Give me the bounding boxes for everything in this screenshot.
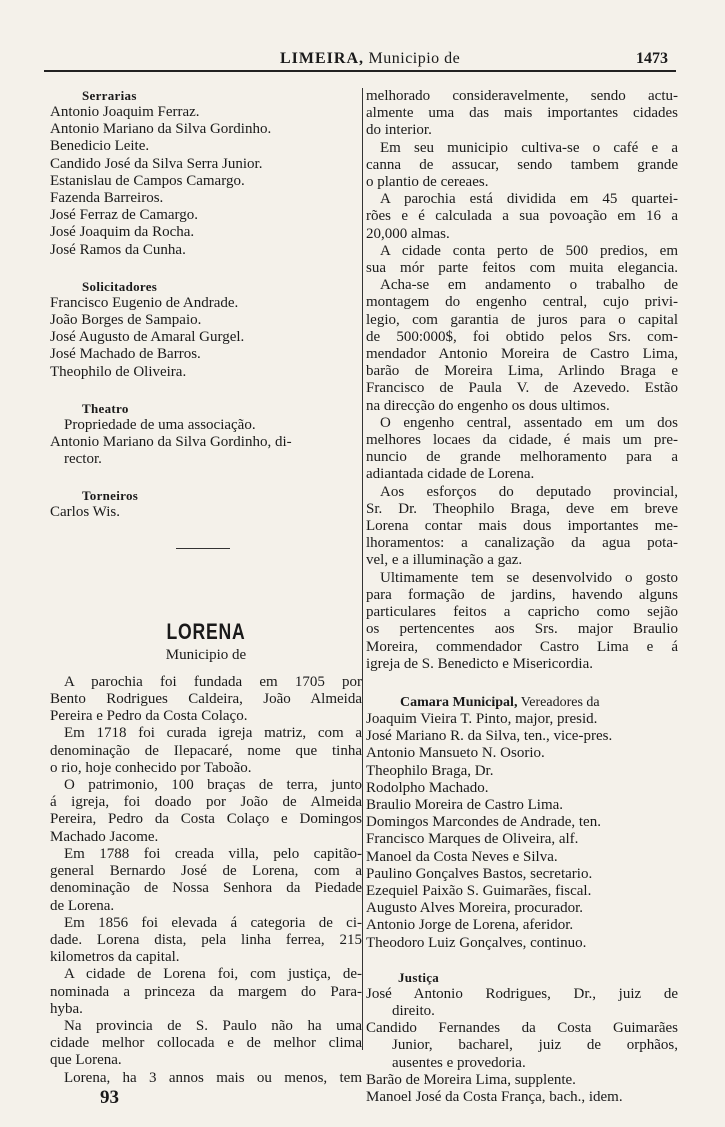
- list-item: Antonio Mansueto N. Osorio.: [366, 745, 545, 762]
- text-line: dade. Lorena dista, pela linha ferrea, 215: [50, 931, 362, 948]
- text-line: Pereira, Pedro da Costa Colaço e Domingos: [50, 811, 362, 828]
- text-line: de Lorena.: [50, 897, 115, 914]
- text-line: Aos esforços do deputado provincial,: [380, 483, 678, 500]
- text-line: igreja de S. Benedicto e Misericordia.: [366, 655, 594, 672]
- theatro-heading: Theatro: [82, 400, 129, 416]
- list-item: Fazenda Barreiros.: [50, 190, 164, 207]
- list-item: Antonio Mariano da Silva Gordinho.: [50, 121, 272, 138]
- text-line: o rio, hoje conhecido por Taboão.: [50, 759, 252, 776]
- list-item: Estanislau de Campos Camargo.: [50, 172, 245, 189]
- header-rule: [44, 70, 676, 72]
- list-item: Theodoro Luiz Gonçalves, continuo.: [366, 934, 587, 951]
- list-item: Candido Fernandes da Costa Guimarães: [366, 1020, 678, 1037]
- text-line: Bento Rodrigues Caldeira, João Almeida: [50, 691, 362, 708]
- list-item: Rodolpho Machado.: [366, 779, 489, 796]
- text-line: A parochia foi fundada em 1705 por: [64, 673, 362, 690]
- header-subtitle: Municipio de: [368, 50, 461, 67]
- list-item: Theophilo de Oliveira.: [50, 363, 187, 380]
- footer-page-number: 93: [100, 1086, 119, 1108]
- list-item: Antonio Joaquim Ferraz.: [50, 104, 200, 120]
- list-item: Carlos Wis.: [50, 504, 120, 521]
- list-item: Francisco Marques de Oliveira, alf.: [366, 831, 579, 848]
- text-line: montagem do engenho central, cujo privi-: [366, 294, 678, 311]
- text-line: nuncio de grande melhoramento para a: [366, 449, 678, 466]
- list-item: Junior, bacharel, juiz de orphãos,: [392, 1037, 678, 1054]
- lorena-text: [50, 674, 362, 1087]
- text-line: Francisco de Paula V. de Azevedo. Estão: [366, 380, 678, 397]
- camara-heading-rest: Vereadores da: [520, 694, 600, 710]
- column-divider: [362, 88, 363, 1050]
- text-line: general Bernardo José de Lorena, com a: [50, 863, 362, 880]
- list-item: Ezequiel Paixão S. Guimarães, fiscal.: [366, 882, 592, 899]
- justica-heading: Justiça: [398, 969, 440, 985]
- text-line: Em 1718 foi curada igreja matriz, com a: [64, 725, 362, 742]
- text-line: de 500:000$, foi obtido pelos Srs. com-: [366, 328, 678, 345]
- text-line: melhorado consideravelmente, sendo actu-: [366, 88, 678, 104]
- text-line: A cidade de Lorena foi, com justiça, de-: [64, 966, 362, 983]
- page-header: [44, 50, 674, 72]
- text-line: Acha-se em andamento o trabalho de: [380, 277, 678, 294]
- text-line: denominação de Ilepacaré, nome que tinha: [50, 742, 362, 759]
- text-line: O patrimonio, 100 braças de terra, junto: [64, 777, 362, 794]
- header-city: LIMEIRA,: [280, 50, 365, 67]
- list-item: José Ramos da Cunha.: [50, 241, 186, 258]
- text-line: Machado Jacome.: [50, 828, 159, 845]
- list-item: direito.: [392, 1002, 435, 1019]
- text-line: do interior.: [366, 122, 432, 139]
- list-item: Joaquim Vieira T. Pinto, major, presid.: [366, 710, 598, 727]
- text-line: 20,000 almas.: [366, 225, 450, 242]
- list-item: José Machado de Barros.: [50, 346, 201, 363]
- text-line: Em 1788 foi creada villa, pelo capitão-: [64, 845, 362, 862]
- text-line: Moreira, commendador Castro Lima e á: [366, 638, 678, 655]
- text-line: nominada a princeza da margem do Para-: [50, 983, 362, 1000]
- text-line: Na provincia de S. Paulo não ha uma: [64, 1017, 362, 1034]
- solicitadores-heading: Solicitadores: [82, 278, 158, 294]
- camara-heading-bold: Camara Municipal,: [400, 694, 518, 710]
- text-line: almente uma das mais importantes cidades: [366, 105, 678, 122]
- torneiros-heading: Torneiros: [82, 488, 139, 504]
- right-column: [366, 88, 678, 1106]
- text-line: Lorena contar mais dous importantes me-: [366, 518, 678, 535]
- left-column: [50, 88, 362, 1109]
- header-title: [280, 50, 460, 68]
- list-item: Domingos Marcondes de Andrade, ten.: [366, 814, 601, 831]
- text-line: Em 1856 foi elevada á categoria de ci-: [64, 914, 362, 931]
- text-line: canna de assucar, sendo tambem grande: [366, 156, 678, 173]
- list-item: Benedicio Leite.: [50, 138, 150, 155]
- list-item: João Borges de Sampaio.: [50, 312, 202, 329]
- text-line: cidade melhor collocada e de melhor clima: [50, 1035, 362, 1052]
- text-line: melhores locaes da cidade, é mais um pre-: [366, 432, 678, 449]
- solicitadores-list: [50, 295, 362, 381]
- text-line: para formação de jardins, havendo alguns: [366, 586, 678, 603]
- text-line: kilometros da capital.: [50, 949, 180, 966]
- list-item: Antonio Jorge de Lorena, aferidor.: [366, 917, 574, 934]
- list-item: José Mariano R. da Silva, ten., vice-pres.: [366, 728, 613, 745]
- text-line: A parochia está dividida em 45 quartei-: [380, 191, 678, 208]
- list-item: José Ferraz de Camargo.: [50, 207, 199, 224]
- serrarias-heading: Serrarias: [82, 88, 137, 103]
- list-item: Manoel José da Costa França, bach., idem.: [366, 1088, 623, 1105]
- text-line: Pereira e Pedro da Costa Colaço.: [50, 708, 248, 725]
- text-line: Ultimamente tem se desenvolvido o gosto: [380, 569, 678, 586]
- text-line: particulares feitos a capricho como sejão: [366, 604, 678, 621]
- list-item: Augusto Alves Moreira, procurador.: [366, 900, 584, 917]
- list-item: ausentes e provedoria.: [392, 1054, 526, 1071]
- text-line: sua mór parte feitos com muita elegancia.: [366, 260, 678, 277]
- list-item: Theophilo Braga, Dr.: [366, 762, 494, 779]
- text-line: O engenho central, assentado em um dos: [380, 414, 678, 431]
- text-line: hyba.: [50, 1000, 83, 1017]
- header-page-number: 1473: [636, 50, 668, 67]
- text-line: os pertencentes aos Srs. major Braulio: [366, 621, 678, 638]
- text-line: Sr. Dr. Theophilo Braga, deve em breve: [366, 500, 678, 517]
- text-line: vel, e a illuminação a gaz.: [366, 552, 523, 569]
- list-item: Candido José da Silva Serra Junior.: [50, 155, 263, 172]
- list-item: Barão de Moreira Lima, supplente.: [366, 1071, 576, 1088]
- text-line: o plantio de cereaes.: [366, 174, 489, 191]
- text-line: lhoramentos: a canalização da agua pota-: [366, 535, 678, 552]
- lorena-continued-text: [366, 88, 678, 673]
- text-line: Lorena, ha 3 annos mais ou menos, tem: [64, 1069, 362, 1086]
- serrarias-list: [50, 104, 362, 259]
- text-line: legio, com garantia de juros para o capital: [366, 311, 678, 328]
- theatro-text: Propriedade de uma associação.: [64, 416, 256, 433]
- text-line: denominação de Nossa Senhora da Piedade: [50, 880, 362, 897]
- lorena-subtitle: Municipio de: [165, 646, 247, 663]
- lorena-title: LORENA: [166, 618, 246, 644]
- text-line: Em seu municipio cultiva-se o café e a: [380, 139, 678, 156]
- list-item: Manoel da Costa Neves e Silva.: [366, 848, 558, 865]
- text-line: que Lorena.: [50, 1052, 122, 1069]
- justica-list: [366, 986, 678, 1106]
- list-item: José Augusto de Amaral Gurgel.: [50, 329, 245, 346]
- text-line: adiantada cidade de Lorena.: [366, 466, 535, 483]
- list-item: Francisco Eugenio de Andrade.: [50, 294, 239, 311]
- text-line: rões e é calculada a sua povoação em 16 a: [366, 208, 678, 225]
- camara-heading: [366, 695, 678, 711]
- text-line: na direcção do engenho os dous ultimos.: [366, 397, 610, 414]
- list-item: Paulino Gonçalves Bastos, secretario.: [366, 865, 593, 882]
- list-item: Braulio Moreira de Castro Lima.: [366, 796, 564, 813]
- list-item: José Antonio Rodrigues, Dr., juiz de: [366, 985, 678, 1002]
- text-line: mendador Antonio Moreira de Castro Lima,: [366, 346, 678, 363]
- theatro-text: rector.: [64, 451, 102, 468]
- camara-list: [366, 711, 678, 952]
- text-line: á igreja, foi doado por João de Almeida: [50, 794, 362, 811]
- list-item: José Joaquim da Rocha.: [50, 224, 195, 241]
- theatro-text: Antonio Mariano da Silva Gordinho, di-: [50, 434, 292, 451]
- text-line: A cidade conta perto de 500 predios, em: [380, 242, 678, 259]
- text-line: barão de Moreira Lima, Arlindo Braga e: [366, 363, 678, 380]
